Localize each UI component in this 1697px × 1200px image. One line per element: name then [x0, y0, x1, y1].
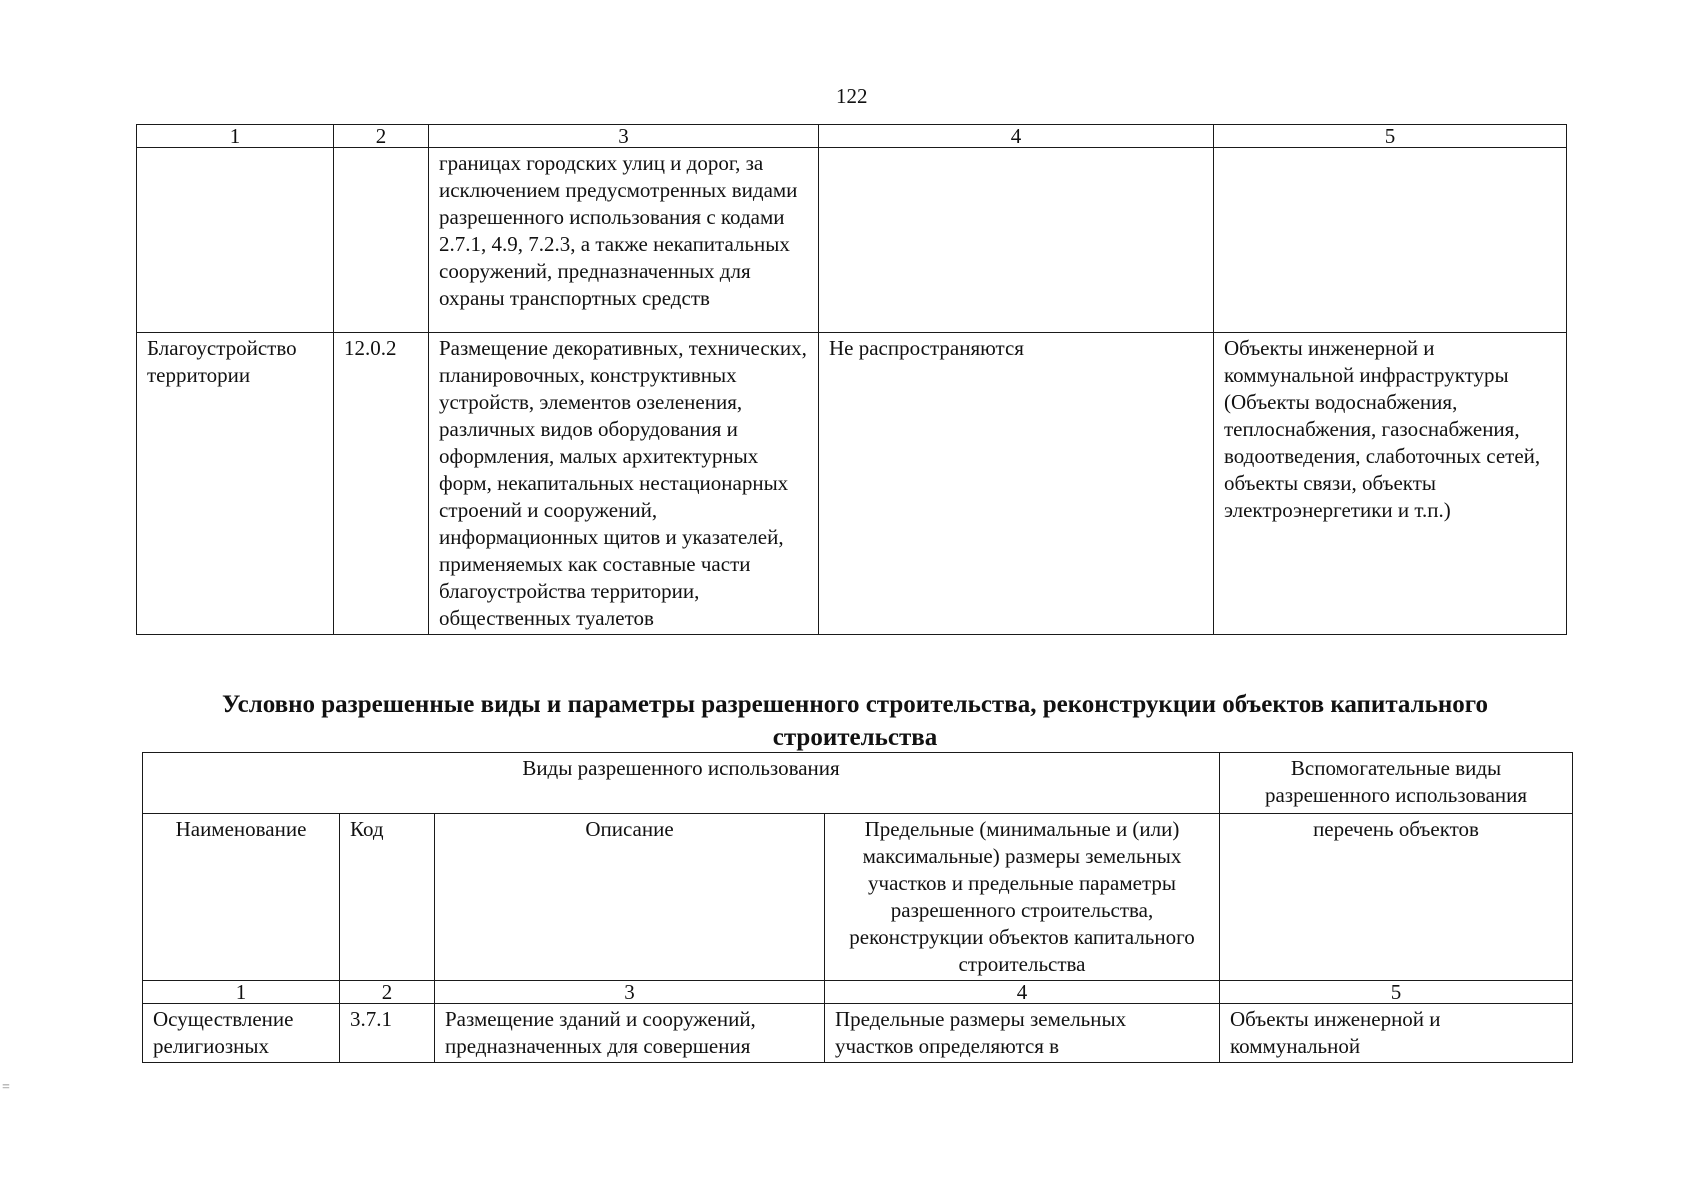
table-row	[143, 1004, 1573, 1063]
cell-name	[137, 148, 334, 333]
cell-code: 3.7.1	[340, 1004, 435, 1063]
cell-auxiliary: Объекты инженерной и коммунальной	[1220, 1004, 1573, 1063]
column-number: 2	[340, 981, 435, 1004]
cell-description: границах городских улиц и дорог, за исключением предусмотренных видами разрешенного использования с кодами 2.7.1, 4.9, 7.2.3, а также некапитальных сооружений, предназначенных для охраны транспортных средств	[429, 148, 819, 333]
scan-margin-mark: =	[2, 1080, 10, 1095]
header-code: Код	[340, 814, 435, 981]
column-number: 4	[819, 125, 1214, 148]
header-description: Описание	[435, 814, 825, 981]
cell-description: Размещение зданий и сооружений, предназначенных для совершения	[435, 1004, 825, 1063]
column-number: 5	[1214, 125, 1567, 148]
cell-auxiliary	[1214, 148, 1567, 333]
column-number: 4	[825, 981, 1220, 1004]
page-number: 122	[836, 84, 868, 108]
cell-code: 12.0.2	[334, 333, 429, 635]
header-row	[143, 814, 1573, 981]
column-number: 5	[1220, 981, 1573, 1004]
table-row	[137, 333, 1567, 635]
column-number-row	[137, 125, 1567, 148]
conditional-use-table	[142, 752, 1573, 1063]
table-row-continuation	[137, 148, 1567, 333]
cell-parameters: Предельные размеры земельных участков определяются в	[825, 1004, 1220, 1063]
cell-name: Благоустройство территории	[137, 333, 334, 635]
header-auxiliary: перечень объектов	[1220, 814, 1573, 981]
column-number: 1	[143, 981, 340, 1004]
cell-code	[334, 148, 429, 333]
column-number: 3	[435, 981, 825, 1004]
cell-description: Размещение декоративных, технических, планировочных, конструктивных устройств, элементов озеленения, различных видов оборудования и оформления, малых архитектурных форм, некапитальных нестационарных строений и сооружений, информационных щитов и указателей, применяемых как составные части благоустройства территории, общественных туалетов	[429, 333, 819, 635]
group-header-row	[143, 753, 1573, 814]
column-number: 3	[429, 125, 819, 148]
cell-parameters	[819, 148, 1214, 333]
group-header-main: Виды разрешенного использования	[143, 753, 1220, 814]
group-header-auxiliary: Вспомогательные виды разрешенного использования	[1220, 753, 1573, 814]
cell-auxiliary: Объекты инженерной и коммунальной инфраструктуры (Объекты водоснабжения, теплоснабжения, газоснабжения, водоотведения, слаботочных сетей, объекты связи, объекты электроэнергетики и т.п.)	[1214, 333, 1567, 635]
column-number: 1	[137, 125, 334, 148]
cell-name: Осуществление религиозных	[143, 1004, 340, 1063]
header-parameters: Предельные (минимальные и (или) максимальные) размеры земельных участков и предельные параметры разрешенного строительства, реконструкции объектов капитального строительства	[825, 814, 1220, 981]
header-name: Наименование	[143, 814, 340, 981]
section-heading: Условно разрешенные виды и параметры разрешенного строительства, реконструкции объектов капитального строительства	[221, 691, 1489, 751]
column-number-row	[143, 981, 1573, 1004]
column-number: 2	[334, 125, 429, 148]
cell-parameters: Не распространяются	[819, 333, 1214, 635]
land-use-table-continuation	[136, 124, 1567, 635]
